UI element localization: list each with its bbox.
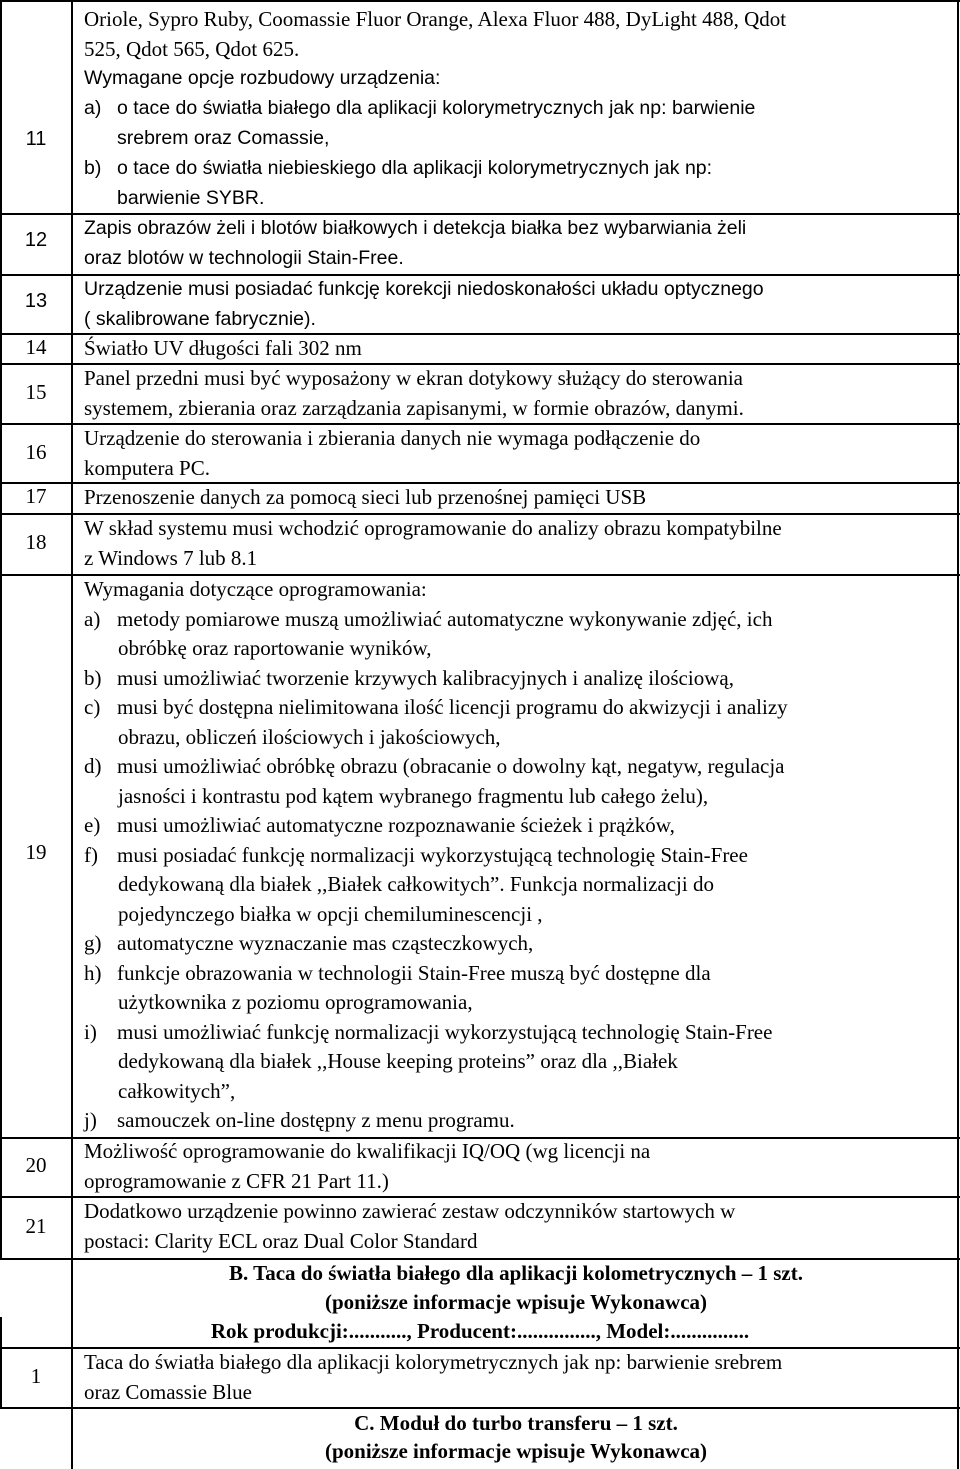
row-number: 14 <box>25 335 47 359</box>
row-text: Taca do światła białego dla aplikacji kolorymetrycznych jak np: barwienie srebrem oraz Comassie Blue <box>84 1350 783 1404</box>
section-b-title: B. Taca do światła białego dla aplikacji kolometrycznych – 1 szt. <box>228 1261 803 1285</box>
row-text: Światło UV długości fali 302 nm <box>84 336 362 360</box>
table-right-border <box>957 0 959 1469</box>
row-text: Oriole, Sypro Ruby, Coomassie Fluor Orange, Alexa Fluor 488, DyLight 488, Qdot 525, Qdot 565, Qdot 625. <box>84 7 787 61</box>
section-b-production-fields: Rok produkcji:..........., Producent:..............., Model:............... <box>210 1319 750 1343</box>
row-number: 16 <box>25 440 47 464</box>
row-number: 18 <box>25 530 47 554</box>
row-text: Wymagania dotyczące oprogramowania: a) metody pomiarowe muszą umożliwiać automatyczne wykonywanie zdjęć, ich obróbkę oraz raportowanie wyników, b) musi umożliwiać tworzenie krzywych kalibracyjnych i analizę ilościową, c) musi być dostępna nielimitowana ilość licencji programu do akwizycji i analizy obrazu, obliczeń ilościowych i jakościowych, d) musi umożliwiać obróbkę obrazu (obracanie o dowolny kąt, negatyw, regulacja jasności i kontrastu pod kątem wybranego fragmentu lub całego żelu), e) musi umożliwiać automatyczne rozpoznawanie ścieżek i prążków, f) musi posiadać funkcję normalizacji wykorzystującą technologię Stain-Free dedykowaną dla białek ,,Białek całkowitych”. Funkcja normalizacji do pojedynczego białka w opcji chemiluminescencji , g) automatyczne wyznaczanie mas cząsteczkowych, h) funkcje obrazowania w technologii Stain-Free muszą być dostępne dla użytkownika z poziomu oprogramowania, i) musi umożliwiać funkcję normalizacji wykorzystującą technologię Stain-Free dedykowaną dla białek ,,House keeping proteins” oraz dla ,,Białek całkowitych”, j) samouczek on-line dostępny z menu programu. <box>84 577 788 1132</box>
row-text: Wymagane opcje rozbudowy urządzenia: a) o tace do światła białego dla aplikacji kolorymetrycznych jak np: barwienie srebrem oraz Comassie, b) o tace do światła niebieskiego dla aplikacji kolorymetrycznych jak np: barwienie SYBR. <box>84 67 756 209</box>
row-text: Zapis obrazów żeli i blotów białkowych i detekcja białka bez wybarwiania żeli oraz blotów w technologii Stain-Free. <box>84 217 747 269</box>
section-c-note: (poniższe informacje wpisuje Wykonawca) <box>324 1439 708 1463</box>
table-left-border <box>0 0 2 1258</box>
row-text: Dodatkowo urządzenie powinno zawierać zestaw odczynników startowych w postaci: Clarity ECL oraz Dual Color Standard <box>84 1199 736 1253</box>
row-text: Możliwość oprogramowanie do kwalifikacji IQ/OQ (wg licencji na oprogramowanie z CFR 21 Part 11.) <box>84 1139 651 1193</box>
row-number: 13 <box>24 290 48 312</box>
row-text: Panel przedni musi być wyposażony w ekran dotykowy służący do sterowania systemem, zbierania oraz zarządzania zapisanymi, w formie obrazów, danymi. <box>84 366 744 420</box>
row-text: W skład systemu musi wchodzić oprogramowanie do analizy obrazu kompatybilne z Windows 7 lub 8.1 <box>84 516 782 570</box>
row-number: 19 <box>25 840 47 864</box>
table-column-divider <box>71 0 73 1258</box>
row-divider <box>0 0 960 2</box>
section-c-title: C. Moduł do turbo transferu – 1 szt. <box>354 1411 678 1435</box>
row-number: 20 <box>25 1153 47 1177</box>
row-number: 17 <box>25 484 47 508</box>
row-number: 15 <box>25 380 47 404</box>
row-number: 1 <box>30 1364 42 1388</box>
row-number: 12 <box>24 229 48 251</box>
row-number: 11 <box>25 128 47 150</box>
section-b-note: (poniższe informacje wpisuje Wykonawca) <box>324 1290 708 1314</box>
row-text: Urządzenie do sterowania i zbierania danych nie wymaga podłączenie do komputera PC. <box>84 426 701 480</box>
row-text: Urządzenie musi posiadać funkcję korekcji niedoskonałości układu optycznego ( skalibrowane fabrycznie). <box>84 278 764 330</box>
table-left-border-b <box>0 1317 2 1409</box>
row-number: 21 <box>25 1214 47 1238</box>
row-text: Przenoszenie danych za pomocą sieci lub przenośnej pamięci USB <box>84 485 647 509</box>
